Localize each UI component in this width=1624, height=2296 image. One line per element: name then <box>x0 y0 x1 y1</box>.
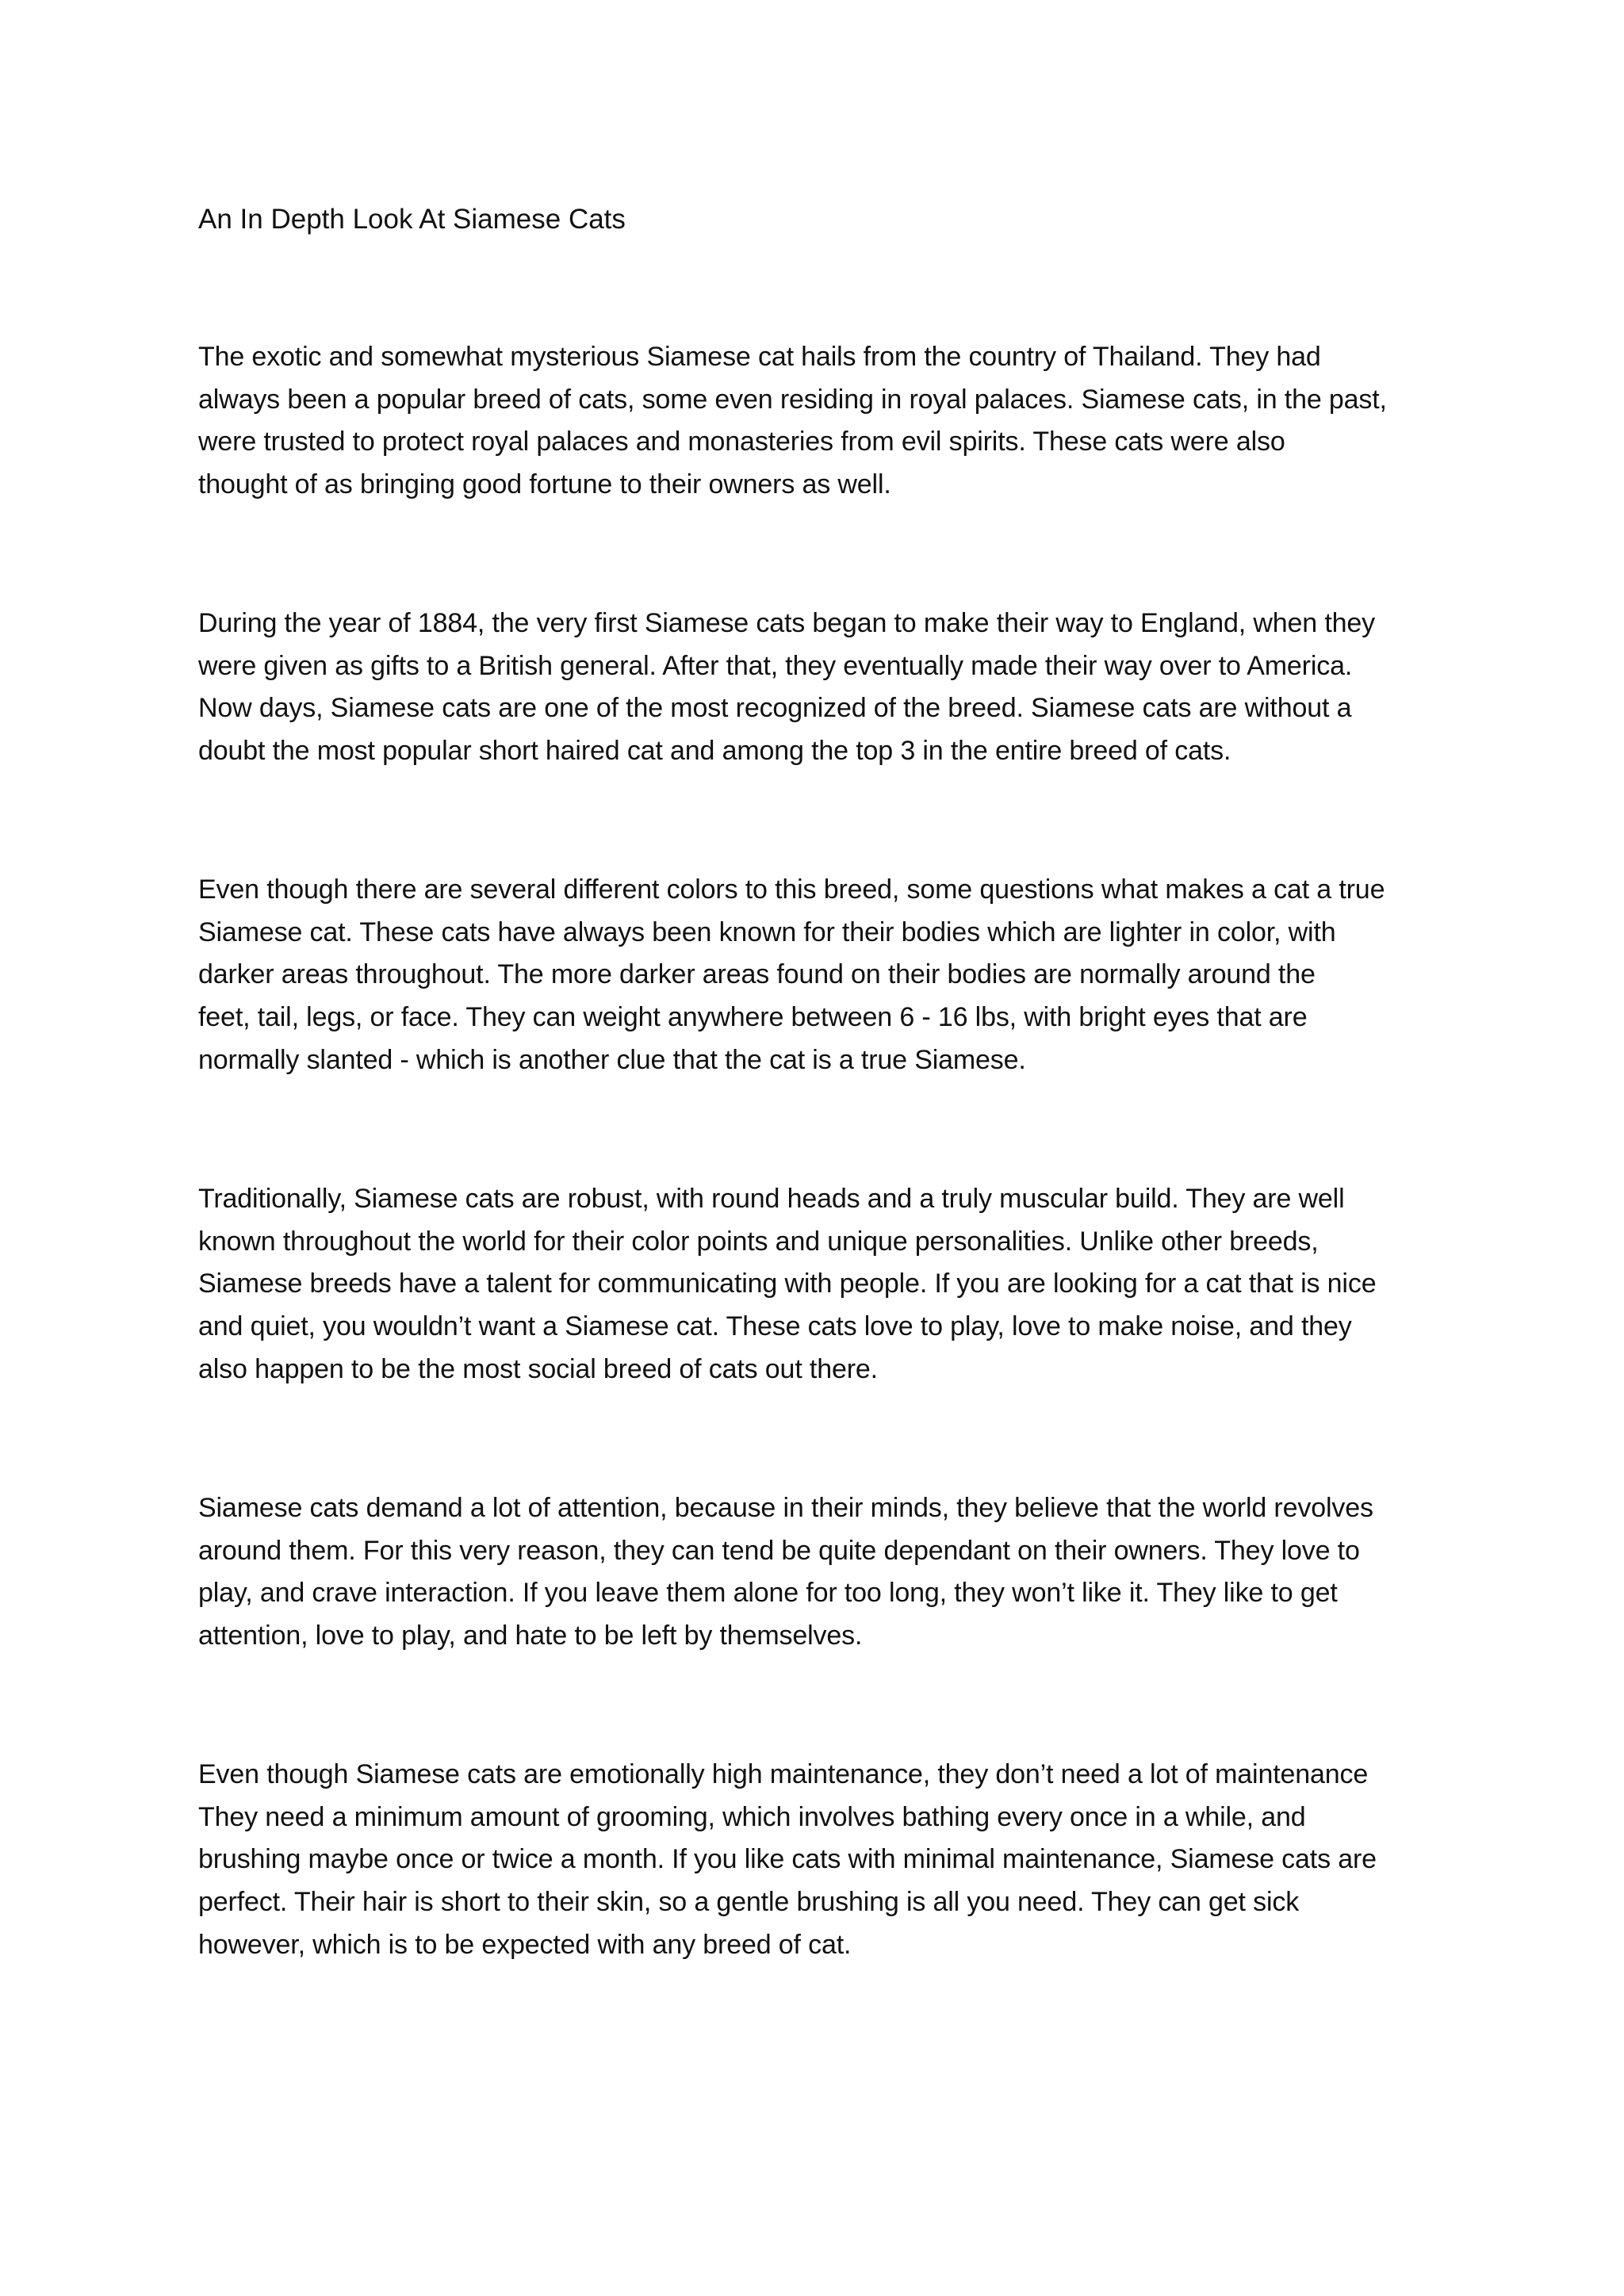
paragraph-line: brushing maybe once or twice a month. If you like cats with minimal maintenance, Siamese cats are <box>198 1844 1377 1875</box>
paragraph-origin <box>198 336 1451 507</box>
paragraph-personality <box>198 1178 1451 1391</box>
paragraph-line: Traditionally, Siamese cats are robust, with round heads and a truly muscular build. They are well <box>198 1184 1345 1214</box>
paragraph-maintenance <box>198 1754 1451 1967</box>
paragraph-line: Siamese cat. These cats have always been known for their bodies which are lighter in color, with <box>198 916 1336 947</box>
paragraph-line: doubt the most popular short haired cat and among the top 3 in the entire breed of cats. <box>198 736 1231 767</box>
paragraph-line: around them. For this very reason, they can tend be quite dependant on their owners. They love to <box>198 1535 1360 1566</box>
paragraph-line: Even though Siamese cats are emotionally high maintenance, they don’t need a lot of maintenance <box>198 1759 1369 1789</box>
paragraph-line: however, which is to be expected with any breed of cat. <box>198 1929 852 1960</box>
paragraph-line: During the year of 1884, the very first Siamese cats began to make their way to England, when they <box>198 608 1376 638</box>
paragraph-attention <box>198 1487 1451 1658</box>
paragraph-appearance <box>198 869 1451 1082</box>
document-title: An In Depth Look At Siamese Cats <box>198 204 626 235</box>
paragraph-line: Siamese breeds have a talent for communicating with people. If you are looking for a cat that is nice <box>198 1269 1377 1299</box>
paragraph-line: They need a minimum amount of grooming, which involves bathing every once in a while, and <box>198 1801 1306 1832</box>
paragraph-line: Even though there are several different colors to this breed, some questions what makes a cat a true <box>198 874 1385 905</box>
paragraph-line: also happen to be the most social breed of cats out there. <box>198 1353 878 1384</box>
paragraph-line: perfect. Their hair is short to their skin, so a gentle brushing is all you need. They can get sick <box>198 1887 1300 1918</box>
paragraph-line: were trusted to protect royal palaces and monasteries from evil spirits. These cats were also <box>198 427 1285 457</box>
paragraph-line: play, and crave interaction. If you leave them alone for too long, they won’t like it. They like to get <box>198 1578 1338 1609</box>
paragraph-line: were given as gifts to a British general. After that, they eventually made their way over to America. <box>198 650 1353 681</box>
paragraph-line: Now days, Siamese cats are one of the most recognized of the breed. Siamese cats are without a <box>198 693 1352 724</box>
paragraph-line: attention, love to play, and hate to be left by themselves. <box>198 1621 863 1651</box>
paragraph-line: thought of as bringing good fortune to their owners as well. <box>198 469 891 500</box>
paragraph-line: Siamese cats demand a lot of attention, because in their minds, they believe that the world revolves <box>198 1493 1373 1523</box>
paragraph-line: and quiet, you wouldn’t want a Siamese cat. These cats love to play, love to make noise, and they <box>198 1311 1352 1342</box>
paragraph-line: feet, tail, legs, or face. They can weight anywhere between 6 - 16 lbs, with bright eyes that are <box>198 1002 1308 1033</box>
paragraph-line: known throughout the world for their color points and unique personalities. Unlike other breeds, <box>198 1226 1319 1257</box>
paragraph-line: darker areas throughout. The more darker areas found on their bodies are normally around the <box>198 959 1316 990</box>
paragraph-history <box>198 603 1451 773</box>
paragraph-line: The exotic and somewhat mysterious Siamese cat hails from the country of Thailand. They had <box>198 342 1321 372</box>
paragraph-line: always been a popular breed of cats, some even residing in royal palaces. Siamese cats, in the past, <box>198 384 1387 415</box>
paragraph-line: normally slanted - which is another clue that the cat is a true Siamese. <box>198 1044 1026 1075</box>
